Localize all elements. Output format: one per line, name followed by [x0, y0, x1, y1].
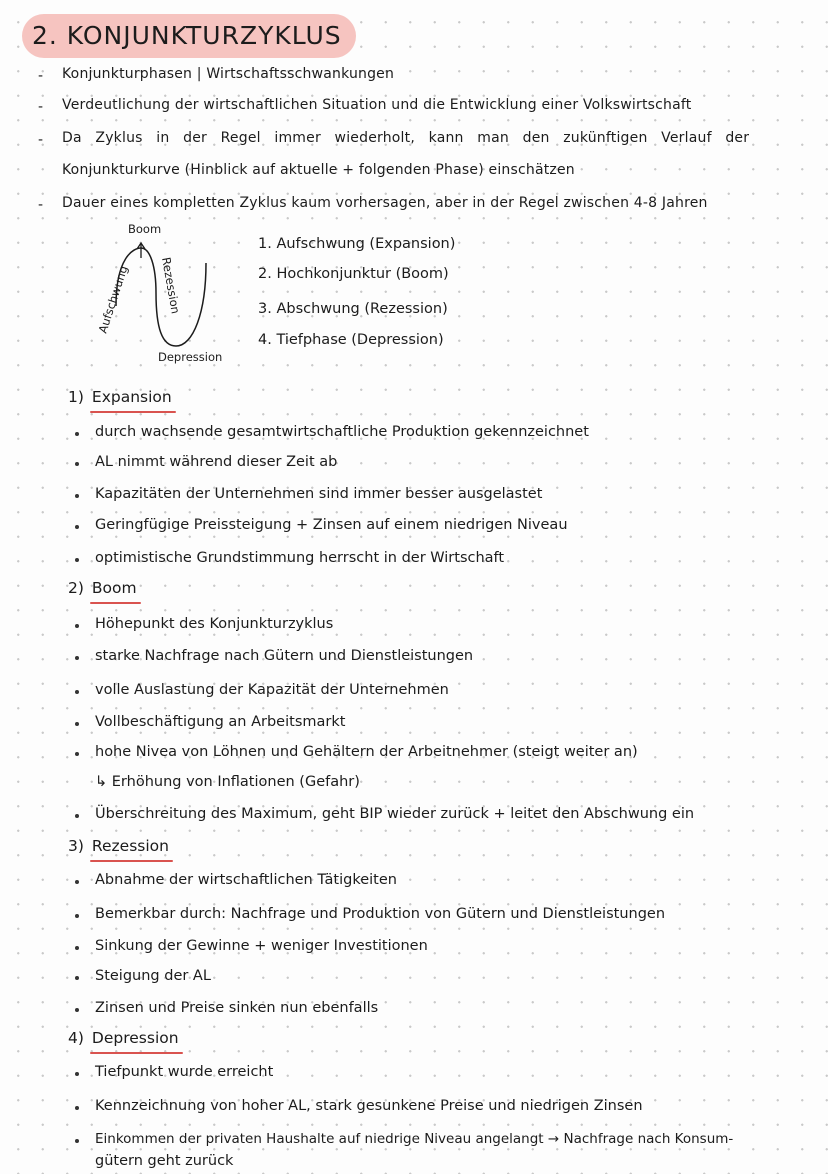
bullet-dot [75, 1072, 79, 1076]
list-item: durch wachsende gesamtwirtschaftliche Produktion gekennzeichnet [95, 424, 589, 440]
section-heading-boom [68, 577, 137, 599]
list-item: Tiefpunkt wurde erreicht [95, 1064, 274, 1080]
list-item: Einkommen der privaten Haushalte auf niedrige Niveau angelangt → Nachfrage nach Konsum- [95, 1131, 734, 1147]
bullet-dot [75, 494, 79, 498]
list-item: Kennzeichnung von hoher AL, stark gesunkene Preise und niedrigen Zinsen [95, 1098, 643, 1114]
list-item: Kapazitäten der Unternehmen sind immer besser ausgelastet [95, 486, 543, 502]
bullet-dot [75, 976, 79, 980]
list-item: Höhepunkt des Konjunkturzyklus [95, 616, 334, 632]
bullet-dot [75, 656, 79, 660]
list-item: starke Nachfrage nach Gütern und Dienstleistungen [95, 648, 474, 664]
bullet-dot [75, 1106, 79, 1110]
list-item-subnote: ↳ Erhöhung von Inflationen (Gefahr) [95, 774, 360, 790]
dash-bullet: - [38, 99, 44, 115]
intro-line: Dauer eines kompletten Zyklus kaum vorhersagen, aber in der Regel zwischen 4-8 Jahren [62, 195, 708, 211]
list-item-continuation: gütern geht zurück [95, 1153, 234, 1169]
section-number: 4) [68, 1029, 84, 1047]
section-heading-depression [68, 1027, 179, 1049]
list-item: Steigung der AL [95, 968, 211, 984]
section-name: Rezession [91, 837, 169, 855]
intro-line: Konjunkturkurve (Hinblick auf aktuelle + folgenden Phase) einschätzen [62, 162, 575, 178]
bullet-dot [75, 1139, 79, 1143]
bullet-dot [75, 462, 79, 466]
bullet-dot [75, 946, 79, 950]
bullet-dot [75, 1008, 79, 1012]
page-title: 2. KONJUNKTURZYKLUS [22, 14, 356, 58]
section-name: Depression [91, 1029, 179, 1047]
bullet-dot [75, 914, 79, 918]
phase-item: 2. Hochkonjunktur (Boom) [258, 266, 449, 282]
list-item: Vollbeschäftigung an Arbeitsmarkt [95, 714, 346, 730]
bullet-dot [75, 880, 79, 884]
section-name: Expansion [91, 388, 172, 406]
list-item: Sinkung der Gewinne + weniger Investitionen [95, 938, 428, 954]
bullet-dot [75, 525, 79, 529]
list-item: Geringfügige Preissteigung + Zinsen auf einem niedrigen Niveau [95, 517, 568, 533]
section-name: Boom [91, 579, 137, 597]
section-heading-expansion [68, 386, 172, 408]
section-heading-rezession [68, 835, 169, 857]
bullet-dot [75, 558, 79, 562]
depression-label: Depression [158, 350, 223, 364]
dash-bullet: - [38, 68, 44, 84]
list-item: AL nimmt während dieser Zeit ab [95, 454, 338, 470]
list-item: volle Auslastung der Kapazität der Unternehmen [95, 682, 449, 698]
list-item: Zinsen und Preise sinken nun ebenfalls [95, 1000, 379, 1016]
section-number: 3) [68, 837, 84, 855]
list-item: optimistische Grundstimmung herrscht in der Wirtschaft [95, 550, 505, 566]
business-cycle-diagram [78, 218, 238, 368]
section-number: 2) [68, 579, 84, 597]
phase-item: 1. Aufschwung (Expansion) [258, 236, 456, 252]
intro-line: Verdeutlichung der wirtschaftlichen Situation und die Entwicklung einer Volkswirtschaft [62, 97, 692, 113]
section-number: 1) [68, 388, 84, 406]
bullet-dot [75, 752, 79, 756]
dash-bullet: - [38, 197, 44, 213]
phase-item: 4. Tiefphase (Depression) [258, 332, 444, 348]
phase-item: 3. Abschwung (Rezession) [258, 301, 448, 317]
bullet-dot [75, 624, 79, 628]
bullet-dot [75, 690, 79, 694]
list-item: hohe Nivea von Löhnen und Gehältern der Arbeitnehmer (steigt weiter an) [95, 744, 638, 760]
boom-label: Boom [128, 222, 162, 236]
bullet-dot [75, 722, 79, 726]
list-item: Überschreitung des Maximum, geht BIP wieder zurück + leitet den Abschwung ein [95, 806, 695, 822]
rezession-label: Rezession [159, 256, 183, 315]
intro-line: Da Zyklus in der Regel immer wiederholt, kann man den zukünftigen Verlauf der [62, 130, 750, 146]
dash-bullet: - [38, 132, 44, 148]
list-item: Abnahme der wirtschaftlichen Tätigkeiten [95, 872, 397, 888]
intro-line: Konjunkturphasen | Wirtschaftsschwankungen [62, 66, 395, 82]
bullet-dot [75, 432, 79, 436]
list-item: Bemerkbar durch: Nachfrage und Produktion von Gütern und Dienstleistungen [95, 906, 666, 922]
bullet-dot [75, 814, 79, 818]
aufschwung-label: Aufschwung [95, 263, 131, 335]
